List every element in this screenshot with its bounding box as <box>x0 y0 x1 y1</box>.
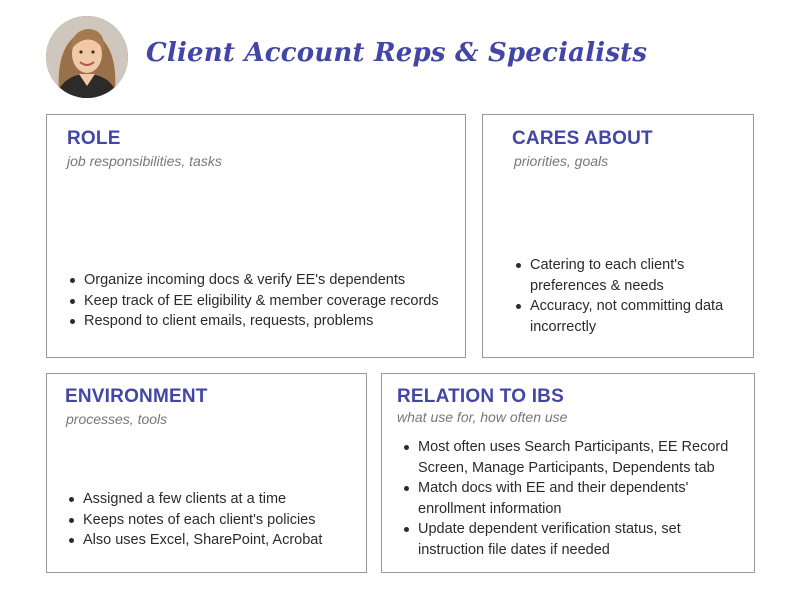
relation-heading: RELATION TO IBS <box>397 386 564 407</box>
role-heading: ROLE <box>67 128 121 149</box>
role-list <box>67 270 457 332</box>
avatar <box>46 16 128 98</box>
relation-card <box>381 373 755 573</box>
list-item: Match docs with EE and their dependents' enrollment information <box>401 478 746 519</box>
person-photo-icon <box>46 16 128 98</box>
list-item: Also uses Excel, SharePoint, Acrobat <box>66 530 356 551</box>
list-item: Update dependent verification status, set instruction file dates if needed <box>401 519 746 560</box>
list-item: Organize incoming docs & verify EE's dependents <box>67 270 457 291</box>
list-item: Keeps notes of each client's policies <box>66 510 356 531</box>
list-item: Respond to client emails, requests, problems <box>67 311 457 332</box>
cares-about-card <box>482 114 754 358</box>
cares-about-heading: CARES ABOUT <box>512 128 653 149</box>
environment-subtitle: processes, tools <box>66 411 168 427</box>
list-item: Assigned a few clients at a time <box>66 489 356 510</box>
relation-subtitle: what use for, how often use <box>397 409 568 425</box>
role-card <box>46 114 466 358</box>
list-item: Accuracy, not committing data incorrectly <box>513 296 743 337</box>
environment-list <box>66 489 356 551</box>
role-subtitle: job responsibilities, tasks <box>67 153 222 169</box>
environment-heading: ENVIRONMENT <box>65 386 208 407</box>
environment-card <box>46 373 367 573</box>
list-item: Most often uses Search Participants, EE Record Screen, Manage Participants, Dependents tab <box>401 437 746 478</box>
cares-about-list <box>513 255 743 337</box>
cares-about-subtitle: priorities, goals <box>514 153 609 169</box>
list-item: Catering to each client's preferences & needs <box>513 255 743 296</box>
list-item: Keep track of EE eligibility & member coverage records <box>67 291 457 312</box>
page-title: Client Account Reps & Specialists <box>146 38 648 68</box>
relation-list <box>401 437 746 560</box>
